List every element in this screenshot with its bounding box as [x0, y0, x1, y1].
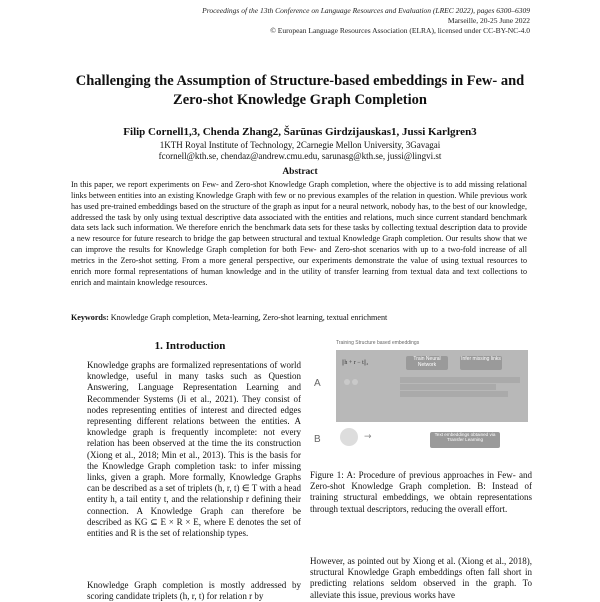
nn-layer	[400, 391, 508, 397]
keywords-label: Keywords:	[71, 313, 109, 322]
embedding-dots	[344, 372, 360, 390]
intro-heading: 1. Introduction	[154, 340, 226, 352]
keywords	[71, 313, 527, 322]
embedding-dot	[352, 379, 358, 385]
nn-layers	[400, 376, 520, 397]
authors: Filip Cornell1,3, Chenda Zhang2, Šarūnas Girdzijauskas1, Jussi Karlgren3	[123, 126, 477, 138]
abstract-body: In this paper, we report experiments on Few- and Zero-shot Knowledge Graph completion, where the objective is to add missing relational links between entities into an existing Knowledge Graph with few or no previous examples of the relation in question. While previous work has used pre-trained embeddings based on the structure of the graph as input for a neural network, nobody has, to the best of our knowledge, addressed the task by only using textual descriptive data associated with the entities and relations, much since current standard benchmark data sets lack such information. We therefore enrich the benchmark data sets for these tasks by collecting textual description data to provide a new resource for future research to bridge the gap between structural and textual Knowledge Graph completion. Our results show that we can improve the results for Knowledge Graph completion for both Few- and Zero-shot scenarios with up to a two-fold increase of all metrics in the Zero-shot setting. From a more general perspective, our experiments demonstrate the value of using textual resources to enrich more formal representations of human knowledge and in the utility of transfer learning from textual data and text collections to enrich and maintain knowledge resources.	[71, 180, 527, 287]
infer-links-box: Infer missing links	[460, 356, 502, 370]
arrow-right-icon: →	[364, 432, 372, 442]
wikipedia-logo-icon	[340, 428, 358, 446]
figure-1	[310, 338, 532, 463]
figure-panel-a	[336, 350, 528, 422]
figure-formula: ||h + r − t||₂	[342, 360, 369, 366]
figure-label-b: B	[314, 434, 321, 445]
keywords-list: Knowledge Graph completion, Meta-learning, Zero-shot learning, textual enrichment	[110, 313, 388, 322]
license-header: © European Language Resources Association (ELRA), licensed under CC-BY-NC-4.0	[270, 26, 530, 35]
nn-layer	[400, 384, 496, 390]
proceedings-header: Proceedings of the 13th Conference on Language Resources and Evaluation (LREC 2022), pages 6300–6309	[202, 6, 530, 15]
abstract-heading: Abstract	[282, 167, 318, 177]
figure-panel-title: Training Structure based embeddings	[336, 340, 420, 346]
intro-paragraph-1: Knowledge graphs are formalized representations of world knowledge, useful in many tasks such as Question Answering, Language Representation Learning and Recommender Systems (Ji et al., 2021). They consist of nodes representing entities of interest and directed edges representing different relations between the entities. A knowledge graph is frequently incomplete: not every relation has been observed at the time the its construction (Xiong et al., 2018; Min et al., 2013). This is the basis for the Knowledge Graph completion task: to infer missing links, given a graph. More formally, Knowledge Graphs can be described as a set of triplets (h, r, t) ∈ T with a head entity h, a tail entity t, and the relationship r defining their connection. A Knowledge Graph can therefore be described as KG ⊆ E × R × E, where E denotes the set of entities and R is the set of relationship types.	[87, 360, 301, 539]
location-header: Marseille, 20-25 June 2022	[447, 16, 530, 25]
intro-paragraph-2: Knowledge Graph completion is mostly addressed by scoring candidate triplets (h, r, t) for relation r by	[87, 580, 301, 602]
title-line-2: Zero-shot Knowledge Graph Completion	[173, 92, 427, 108]
train-nn-box: Train Neural Network	[406, 356, 448, 370]
text-embeddings-box: Text embeddings obtained via Transfer Learning	[430, 432, 500, 448]
nn-layer	[400, 377, 520, 383]
embedding-dot	[344, 379, 350, 385]
figure-label-a: A	[314, 378, 321, 389]
paper-title	[60, 72, 540, 110]
affiliations: 1KTH Royal Institute of Technology, 2Carnegie Mellon University, 3Gavagai	[159, 140, 441, 150]
title-line-1: Challenging the Assumption of Structure-based embeddings in Few- and	[75, 73, 525, 89]
emails: fcornell@kth.se, chendaz@andrew.cmu.edu, sarunasg@kth.se, jussi@lingvi.st	[158, 151, 442, 161]
figure-caption: Figure 1: A: Procedure of previous approaches in Few- and Zero-shot Knowledge Graph completion. B: Instead of training structural embeddings, we obtain representations through textual descriptors, reducing the overall effort.	[310, 470, 532, 514]
right-column-paragraph: However, as pointed out by Xiong et al. (Xiong et al., 2018), structural Knowledge Graph embeddings often fall short in predicting relations seldom observed in the graph. To alleviate this issue, previous works have	[310, 556, 532, 600]
